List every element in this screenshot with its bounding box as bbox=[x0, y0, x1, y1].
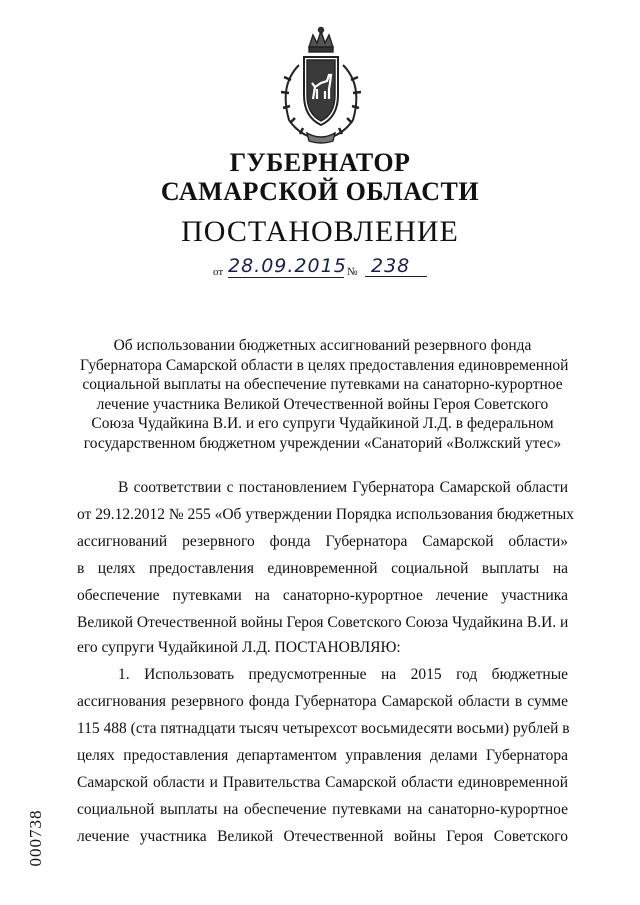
item1-line: лечение участника Великой Отечественной войны Героя Советского bbox=[77, 828, 568, 845]
title-line: Губернатора Самарской области в целях предоставления единовременной bbox=[80, 356, 569, 374]
registration-number: 000738 bbox=[26, 809, 45, 867]
preamble-line: его супруги Чудайкиной Л.Д. ПОСТАНОВЛЯЮ: bbox=[77, 639, 401, 656]
title-line: лечение участника Великой Отечественной войны Героя Советского bbox=[96, 395, 549, 413]
date-value: 28.09.2015 bbox=[228, 255, 347, 277]
document-type-title: ПОСТАНОВЛЕНИЕ bbox=[181, 215, 459, 248]
title-line: социальной выплаты на обеспечение путевками на санаторно-курортное bbox=[82, 376, 563, 394]
preamble-line: от 29.12.2012 № 255 «Об утверждении Порядка использования бюджетных bbox=[77, 506, 575, 523]
preamble-line: в целях предоставления единовременной социальной выплаты на bbox=[77, 560, 568, 577]
preamble-line: ассигнований резервного фонда Губернатора Самарской области» bbox=[77, 533, 568, 550]
item1-line: ассигнования резервного фонда Губернатора Самарской области в сумме bbox=[77, 693, 568, 710]
governor-title-line1: ГУБЕРНАТОР bbox=[229, 148, 411, 177]
item1-line: целях предоставления департаментом управления делами Губернатора bbox=[77, 747, 568, 764]
date-prefix: от bbox=[213, 266, 224, 278]
coat-of-arms-emblem bbox=[271, 25, 371, 145]
number-prefix: № bbox=[347, 266, 358, 278]
governor-title-line2: САМАРСКОЙ ОБЛАСТИ bbox=[160, 177, 480, 206]
title-line: Союза Чудайкина В.И. и его супруги Чудайкиной Л.Д. в федеральном bbox=[91, 415, 554, 433]
title-line: Об использовании бюджетных ассигнований резервного фонда bbox=[113, 337, 532, 354]
item1-line: Самарской области и Правительства Самарской области единовременной bbox=[77, 774, 568, 791]
preamble-line: обеспечение путевками на санаторно-курортное лечение участника bbox=[77, 587, 568, 604]
registration-number-vertical bbox=[26, 800, 46, 880]
item1-line: социальной выплаты на обеспечение путевками на санаторно-курортное bbox=[77, 801, 568, 818]
item1-line: 115 488 (ста пятнадцати тысяч четырехсот восьмидесяти восьми) рублей в bbox=[77, 720, 570, 737]
date-number-line bbox=[213, 255, 443, 281]
item1-line: 1. Использовать предусмотренные на 2015 год бюджетные bbox=[118, 666, 568, 683]
title-line: государственном бюджетном учреждении «Санаторий «Волжский утес» bbox=[83, 434, 562, 452]
decree-subject-title bbox=[80, 336, 569, 454]
preamble-line: В соответствии с постановлением Губернатора Самарской области bbox=[118, 479, 568, 496]
preamble-line: Великой Отечественной войны Героя Советского Союза Чудайкина В.И. и bbox=[77, 614, 569, 631]
number-value: 238 bbox=[365, 255, 427, 277]
